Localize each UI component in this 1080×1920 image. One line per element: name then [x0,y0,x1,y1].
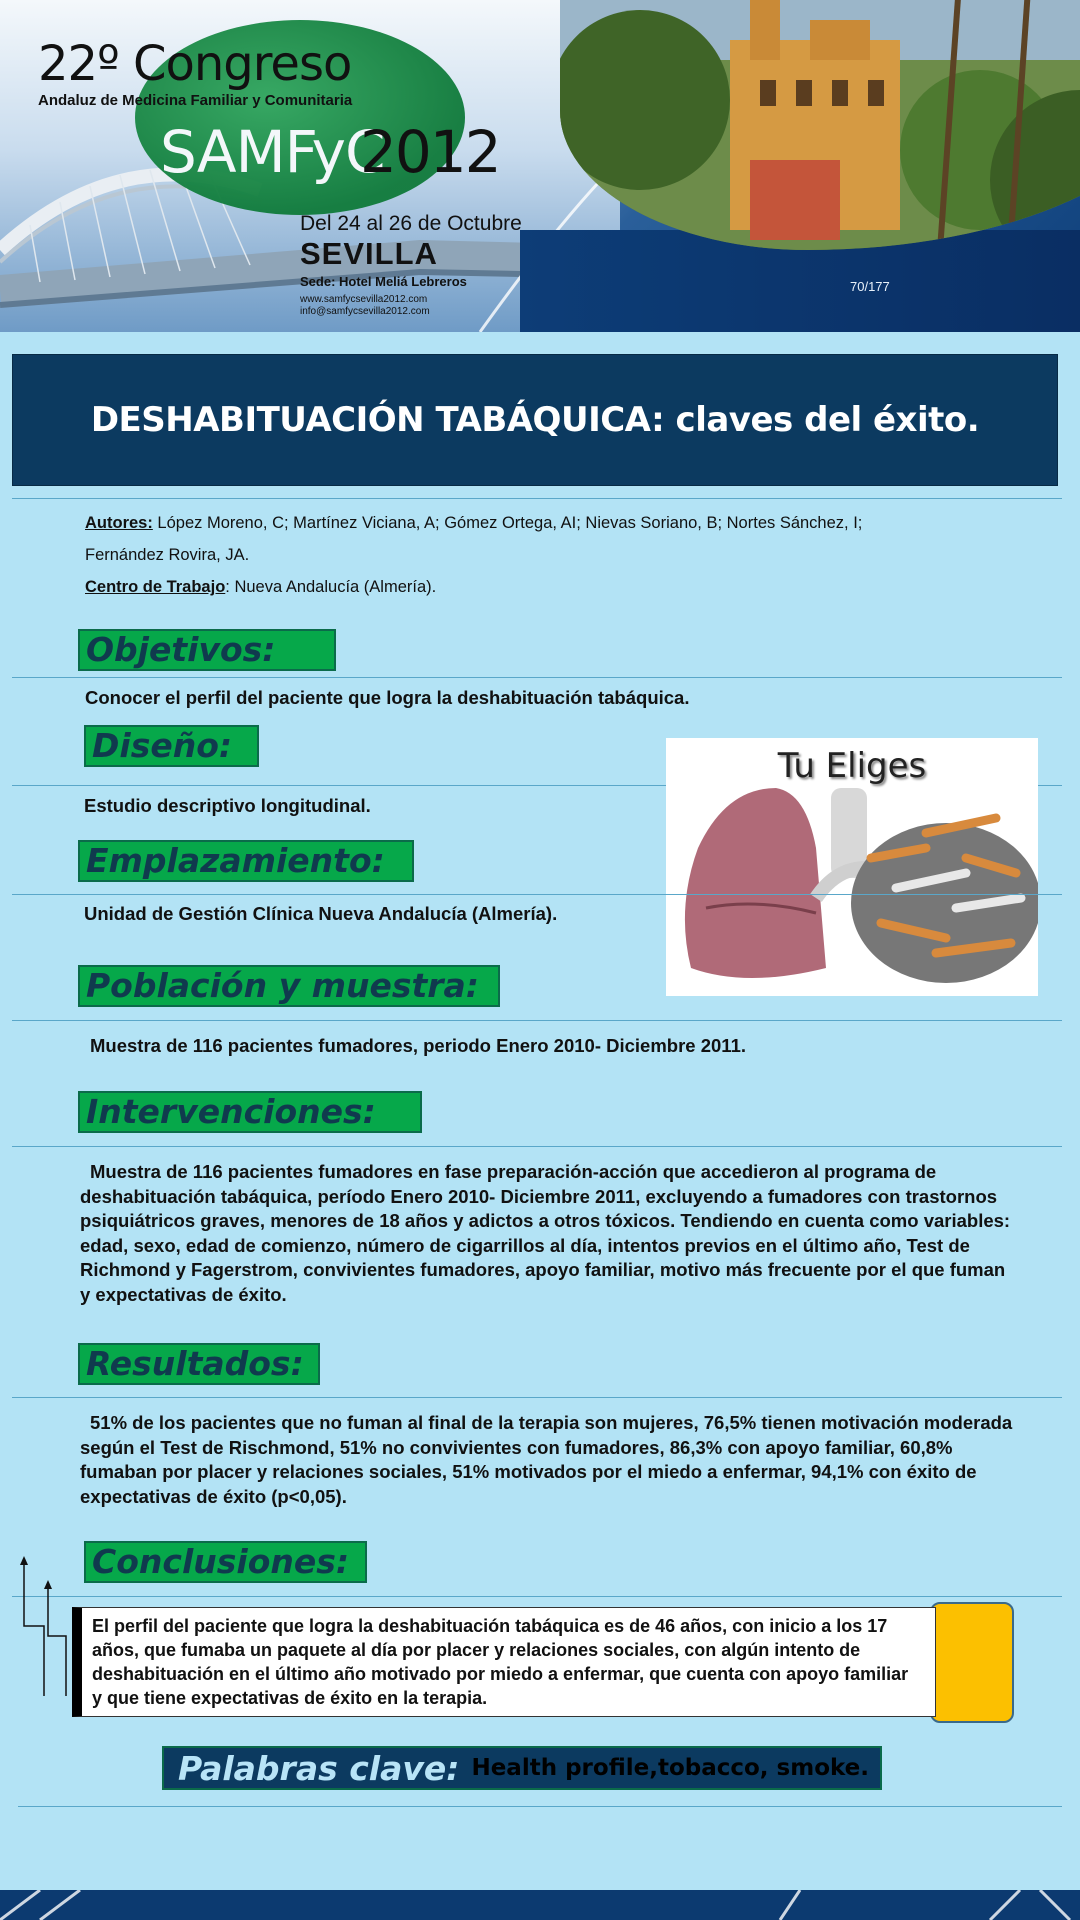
text-conclusiones: El perfil del paciente que logra la deshabituación tabáquica es de 46 años, con inicio a los 17 años, que fumaba un paquete al día por placer y relaciones sociales, con algún intento de deshabituación en el último año motivado por miedo a enfermar, que cuenta con apoyo familiar y que tiene expectativas de éxito en la terapia. [92,1616,909,1708]
text-poblacion: Muestra de 116 pacientes fumadores, periodo Enero 2010- Diciembre 2011. [90,1035,747,1056]
congress-year: 2012 [360,118,500,186]
congress-subtitle: Andaluz de Medicina Familiar y Comunitaria [38,92,353,109]
congress-edition: 22º Congreso [38,36,352,92]
arrows-icon [16,1556,76,1706]
heading-emplazamiento: Emplazamiento: [78,840,414,882]
text-resultados: 51% de los pacientes que no fuman al final de la terapia son mujeres, 76,5% tienen motivación moderada según el Test de Rischmond, 51% no convivientes con fumadores, 86,3% con apoyo familiar, 60,8% fumaban por placer y relaciones sociales, 51% motivados por el miedo a enfermar, 94,1% con éxito de expectativas de éxito (p<0,05). [80,1412,1013,1507]
heading-intervenciones: Intervenciones: [78,1091,422,1133]
heading-conclusiones: Conclusiones: [84,1541,367,1583]
page-counter: 70/177 [850,279,890,294]
center-name: : Nueva Andalucía (Almería). [225,578,437,596]
poster-title-box [12,354,1058,486]
heading-diseno: Diseño: [84,725,259,767]
divider [12,677,1062,678]
congress-venue: Sede: Hotel Meliá Lebreros [300,274,467,289]
authors-block [85,507,985,603]
authors-names: López Moreno, C; Martínez Viciana, A; Gómez Ortega, AI; Nievas Soriano, B; Nortes Sánchez, I; [152,514,863,532]
heading-resultados: Resultados: [78,1343,320,1385]
divider [12,1020,1062,1021]
divider [12,1397,1062,1398]
poster-title: DESHABITUACIÓN TABÁQUICA: claves del éxito. [90,400,980,440]
center-label: Centro de Trabajo [85,578,226,596]
text-objetivos: Conocer el perfil del paciente que logra la deshabituación tabáquica. [85,687,690,708]
divider [12,1146,1062,1147]
congress-city: SEVILLA [300,236,438,271]
authors-label: Autores: [85,514,153,532]
text-intervenciones: Muestra de 116 pacientes fumadores en fase preparación-acción que accedieron al programa de deshabituación tabáquica, período Enero 2010- Diciembre 2011, excluyendo a fumadores con trastornos psiquiátricos graves, menores de 18 años y adictos a otros tóxicos. Tendiendo en cuenta como variables: edad, sexo, edad de comienzo, número de cigarrillos al día, intentos previos en el último año, Test de Richmond y Fagerstrom, convivientes fumadores, apoyo familiar, motivo más frecuente por el que fuman y expectativas de éxito. [80,1161,1011,1305]
keywords-bar [162,1746,882,1790]
congress-banner [0,0,1080,332]
yellow-note-box [930,1602,1014,1723]
center-line [85,571,985,603]
text-emplazamiento: Unidad de Gestión Clínica Nueva Andalucía (Almería). [84,903,558,924]
authors-names-cont: Fernández Rovira, JA. [85,546,250,564]
congress-contact [300,294,430,318]
divider [18,1806,1062,1807]
footer-band [0,1890,1080,1920]
conclusions-box [72,1607,936,1717]
congress-dates: Del 24 al 26 de Octubre [300,212,522,235]
tu-eliges-image [666,738,1038,996]
keywords-values: Health profile,tobacco, smoke. [471,1755,870,1781]
text-diseno: Estudio descriptivo longitudinal. [84,795,371,816]
authors-line [85,507,985,539]
image-caption: Tu Eliges [777,746,927,786]
divider [12,894,1062,895]
keywords-label: Palabras clave: [178,1748,460,1788]
website-link[interactable]: www.samfycsevilla2012.com [300,294,428,305]
brand-logo-text: SAMFyC [160,118,385,186]
heading-poblacion: Población y muestra: [78,965,500,1007]
divider [12,498,1062,499]
sevilla-photo [560,0,1080,250]
heading-objetivos: Objetivos: [78,629,336,671]
email-link[interactable]: info@samfycsevilla2012.com [300,306,430,317]
divider [12,1596,1062,1597]
